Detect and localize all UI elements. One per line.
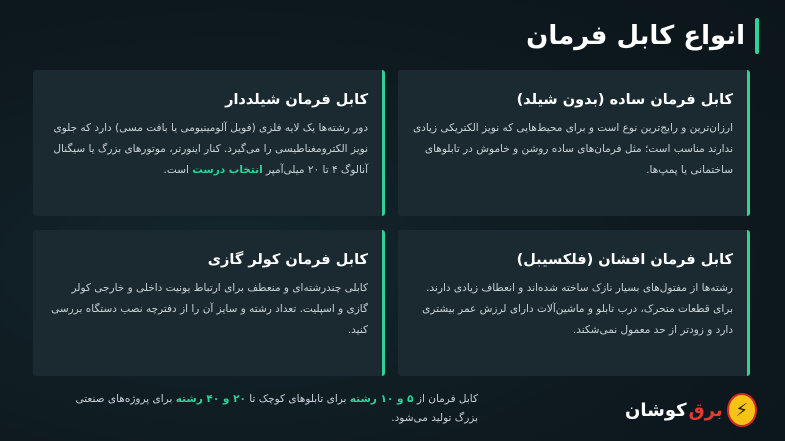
footnote-text: برای تابلوهای کوچک تا [245, 393, 350, 405]
title-accent-bar [755, 18, 759, 54]
card-title: کابل فرمان ساده (بدون شیلد) [516, 92, 733, 108]
card-body [47, 118, 368, 181]
card-ac-control-cable [33, 230, 385, 376]
brand-wordmark [625, 400, 723, 421]
card-title: کابل فرمان افشان (فلکسیبل) [516, 252, 733, 268]
card-body-text: دور رشته‌ها یک لایه فلزی (فویل آلومینیومی یا بافت مسی) دارد که جلوی نویز الکترومغناطیسی را می‌گیرد. کنار اینورتر، موتورهای بزرگ یا سیگنال آنالوگ ۴ تا ۲۰ میلی‌آمپر [53, 122, 368, 176]
footnote-text: برای پروژه‌های صنعتی بزرگ تولید می‌شود. [75, 393, 478, 424]
footnote-highlight-large: ۲۰ و ۴۰ رشته [175, 393, 246, 405]
brand-logo [625, 388, 757, 432]
page-title: انواع کابل فرمان [526, 21, 745, 51]
card-plain-control-cable [398, 70, 750, 216]
card-title: کابل فرمان کولر گازی [207, 252, 368, 268]
card-flexible-control-cable [398, 230, 750, 376]
page-header [526, 18, 759, 54]
brand-word-1: برق [688, 399, 723, 421]
card-body: کابلی چندرشته‌ای و منعطف برای ارتباط یونیت داخلی و خارجی کولر گازی و اسپلیت. تعداد رشته و سایز آن را از دفترچه نصب دستگاه بررسی کنید. [51, 282, 368, 336]
lightning-icon: ⚡ [727, 393, 757, 427]
footnote-text: کابل فرمان از [413, 393, 478, 405]
card-body-highlight: انتخاب درست [192, 164, 263, 176]
brand-word-2: کوشان [625, 399, 687, 421]
card-body: ارزان‌ترین و رایج‌ترین نوع است و برای محیط‌هایی که نویز الکتریکی زیادی ندارند مناسب است؛ مثل فرمان‌های ساده روشن و خاموش در تابلوهای ساختمانی یا پمپ‌ها. [412, 122, 733, 176]
card-body: رشته‌ها از مفتول‌های بسیار نازک ساخته شده‌اند و انعطاف زیادی دارند. برای قطعات متحرک، درب تابلو و ماشین‌آلات دارای لرزش عمر بیشتری دارد و زودتر از حد معمول نمی‌شکند. [422, 282, 733, 336]
footnote [58, 390, 478, 428]
card-shielded-control-cable [33, 70, 385, 216]
card-body-text-end: است. [163, 164, 193, 176]
footnote-highlight-small: ۵ و ۱۰ رشته [349, 393, 414, 405]
card-title: کابل فرمان شیلددار [225, 92, 368, 108]
